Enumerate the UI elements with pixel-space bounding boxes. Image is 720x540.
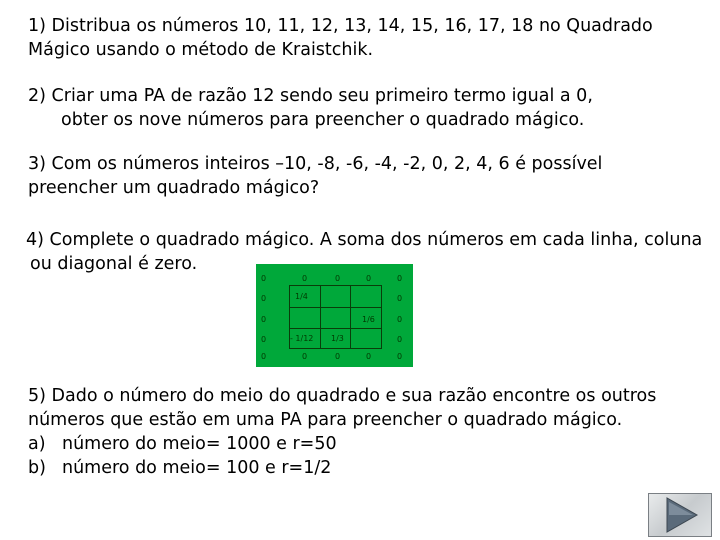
inner-cell-r1c1	[289, 285, 321, 308]
grid-cell-right-1: 0	[397, 294, 403, 303]
problem-4-line-1: 4) Complete o quadrado mágico. A soma dos números em cada linha, coluna	[26, 230, 703, 250]
grid-cell-top-2: 0	[302, 274, 308, 283]
problem-3	[28, 152, 602, 200]
problem-1-line-1: 1) Distribua os números 10, 11, 12, 13, 14, 15, 16, 17, 18 no Quadrado	[28, 16, 653, 36]
inner-cell-r2c1	[289, 307, 321, 329]
grid-cell-left-3: 0	[261, 335, 267, 344]
problem-5-item-a	[28, 432, 656, 456]
grid-cell-bottom-2: 0	[302, 352, 308, 361]
problem-5-item-b-text: número do meio= 100 e r=1/2	[62, 458, 332, 478]
grid-cell-top-3: 0	[335, 274, 341, 283]
grid-cell-top-5: 0	[397, 274, 403, 283]
next-slide-button[interactable]	[648, 493, 712, 537]
inner-cell-r3c1	[289, 328, 321, 349]
inner-cell-r1c3	[350, 285, 382, 308]
problem-5-line-2: números que estão em uma PA para preencher o quadrado mágico.	[28, 410, 623, 430]
inner-cell-r1c2	[320, 285, 351, 308]
grid-cell-top-4: 0	[366, 274, 372, 283]
inner-cell-r3c2	[320, 328, 351, 349]
magic-square-grid	[256, 264, 413, 367]
problem-1	[28, 14, 653, 62]
problem-5	[28, 384, 656, 480]
inner-value-r1c1: 1/4	[295, 292, 308, 301]
grid-cell-right-2: 0	[397, 315, 403, 324]
inner-value-r3c2: 1/3	[331, 334, 344, 343]
inner-cell-r2c2	[320, 307, 351, 329]
inner-value-r3c1: - 1/12	[290, 334, 314, 343]
problem-3-line-2: preencher um quadrado mágico?	[28, 178, 320, 198]
grid-cell-left-1: 0	[261, 294, 267, 303]
problem-2-line-2: obter os nove números para preencher o quadrado mágico.	[61, 110, 585, 130]
inner-value-r2c3: 1/6	[362, 315, 375, 324]
inner-cell-r2c3	[350, 307, 382, 329]
problem-5-item-a-text: número do meio= 1000 e r=50	[62, 434, 337, 454]
grid-cell-bottom-4: 0	[366, 352, 372, 361]
play-triangle-icon	[649, 494, 711, 536]
problem-2	[28, 84, 593, 132]
grid-cell-bottom-1: 0	[261, 352, 267, 361]
grid-cell-bottom-3: 0	[335, 352, 341, 361]
grid-cell-bottom-5: 0	[397, 352, 403, 361]
problem-3-line-1: 3) Com os números inteiros –10, -8, -6, -4, -2, 0, 2, 4, 6 é possível	[28, 154, 603, 174]
grid-cell-top-1: 0	[261, 274, 267, 283]
grid-cell-right-3: 0	[397, 335, 403, 344]
problem-5-item-b	[28, 456, 656, 480]
problem-1-line-2: Mágico usando o método de Kraistchik.	[28, 40, 374, 60]
problem-5-item-a-label: a)	[28, 434, 46, 454]
problem-5-item-b-label: b)	[28, 458, 46, 478]
problem-2-line-1: 2) Criar uma PA de razão 12 sendo seu primeiro termo igual a 0,	[28, 86, 593, 106]
problem-5-line-1: 5) Dado o número do meio do quadrado e sua razão encontre os outros	[28, 386, 657, 406]
problem-4-line-2: ou diagonal é zero.	[30, 254, 198, 274]
inner-cell-r3c3	[350, 328, 382, 349]
grid-cell-left-2: 0	[261, 315, 267, 324]
